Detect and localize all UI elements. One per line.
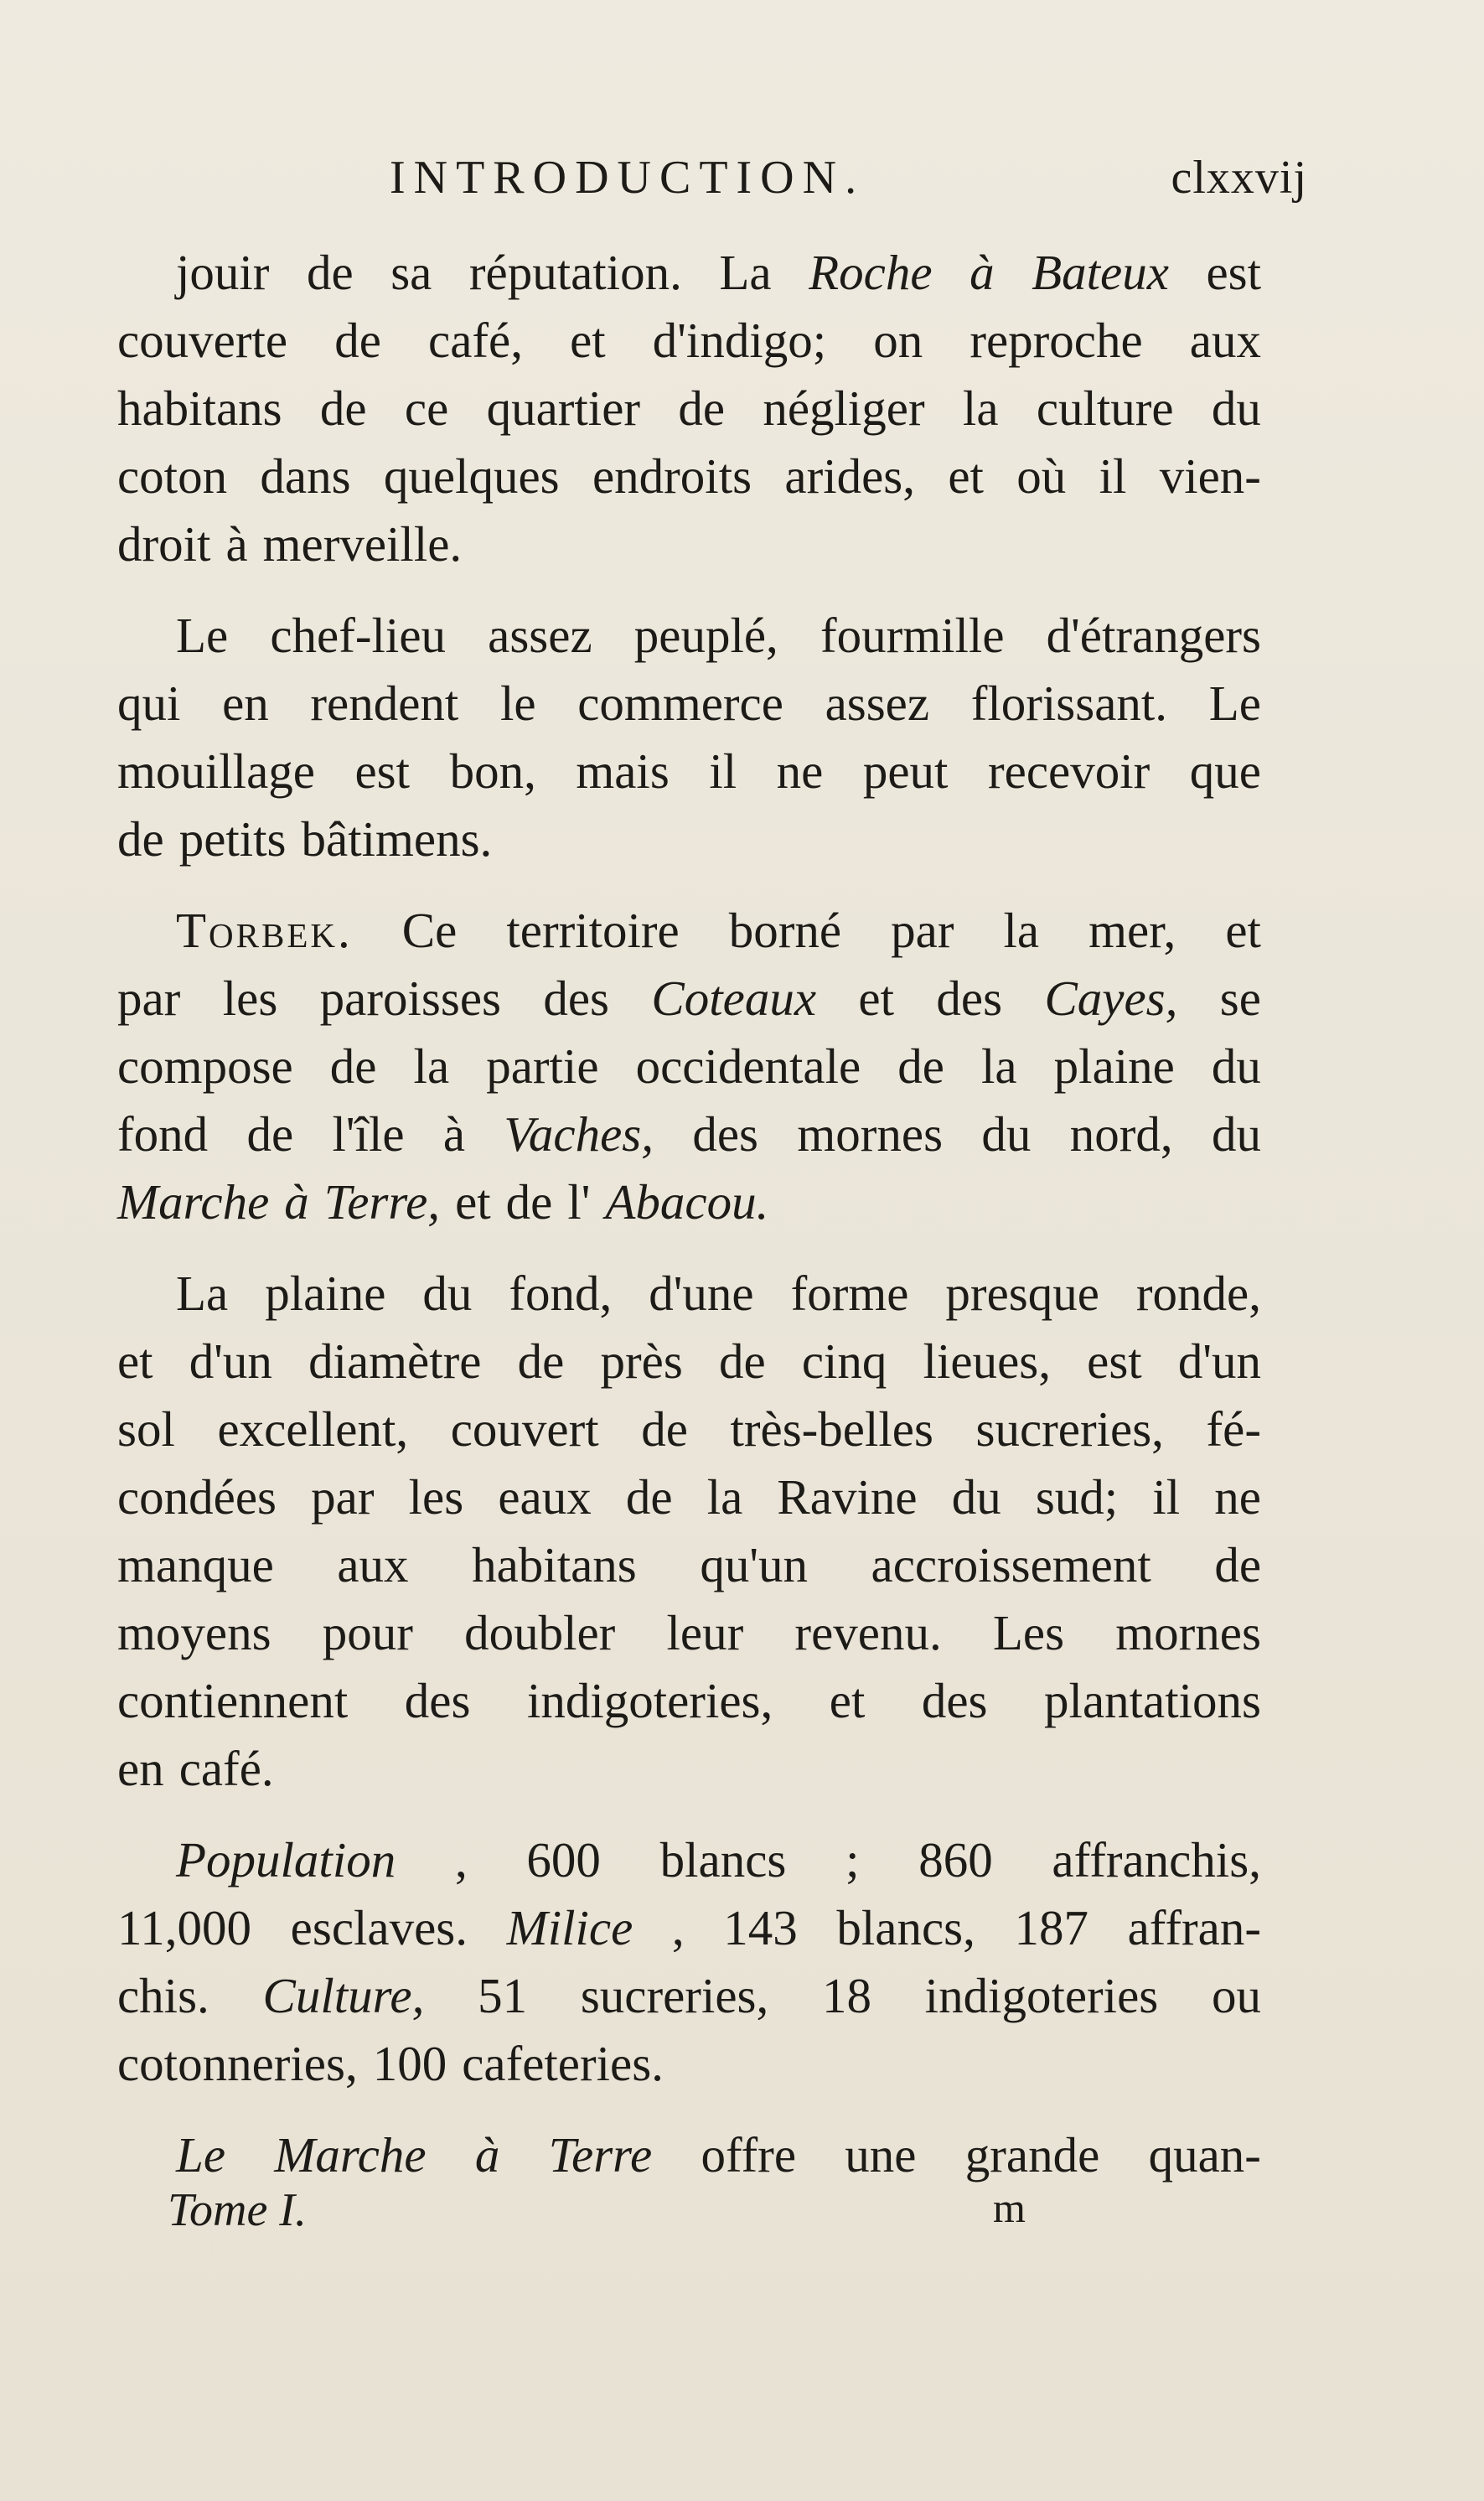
word: des <box>404 1673 471 1728</box>
text-line <box>117 1100 1261 1168</box>
text-line <box>117 805 1261 873</box>
text-line <box>117 375 1261 443</box>
word: ronde, <box>1135 1266 1261 1321</box>
text-line <box>117 1735 1261 1803</box>
text-line <box>117 2030 1261 2098</box>
text-line <box>117 1033 1261 1100</box>
word: aux <box>337 1537 409 1592</box>
word: sol <box>117 1401 175 1457</box>
word: 860 <box>918 1832 993 1887</box>
word: d'une <box>649 1266 754 1321</box>
word: doubler <box>464 1605 616 1660</box>
paragraph <box>117 602 1261 873</box>
word: d'un <box>1177 1333 1261 1389</box>
word: coton <box>117 448 228 504</box>
word: près <box>600 1333 683 1389</box>
word: mer, <box>1088 903 1176 958</box>
word: que <box>1189 743 1261 799</box>
word: 11,000 <box>117 1900 252 1955</box>
text-line <box>117 1395 1261 1463</box>
word: Roche <box>809 245 933 300</box>
word: mais <box>576 743 670 799</box>
word: fond <box>117 1106 209 1162</box>
word: les <box>408 1469 464 1525</box>
word: accroissement <box>871 1537 1151 1592</box>
word: forme <box>790 1266 909 1321</box>
word: lieues, <box>923 1333 1051 1389</box>
word: esclaves. <box>290 1900 468 1955</box>
word: en <box>117 1741 164 1796</box>
paragraph <box>117 1826 1261 2098</box>
word: Vaches, <box>504 1106 654 1162</box>
word: cotonneries, <box>117 2036 358 2091</box>
word: Ravine <box>777 1469 918 1525</box>
word: l'île <box>332 1106 405 1162</box>
word: les <box>222 971 278 1026</box>
word: cinq <box>801 1333 887 1389</box>
text-line <box>117 510 1261 578</box>
word: territoire <box>506 903 680 958</box>
word: qui <box>117 676 181 731</box>
paragraph <box>117 1260 1261 1803</box>
word: café. <box>178 1741 274 1796</box>
word: d'indigo; <box>652 313 827 368</box>
word: occidentale <box>635 1038 861 1094</box>
word: moyens <box>117 1605 271 1660</box>
word: 600 <box>526 1832 601 1887</box>
word: fé- <box>1206 1401 1261 1457</box>
word: du <box>1211 381 1261 436</box>
word: est <box>1206 245 1261 300</box>
word: du <box>422 1266 473 1321</box>
page-footer <box>168 2183 1274 2250</box>
word: manque <box>117 1537 274 1592</box>
running-title: INTRODUCTION. <box>390 152 866 204</box>
word: Bateux <box>1032 245 1169 300</box>
word: mornes <box>797 1106 944 1162</box>
word: à <box>225 516 248 572</box>
word: Abacou. <box>605 1174 769 1230</box>
word: excellent, <box>217 1401 409 1457</box>
text-line <box>117 1328 1261 1395</box>
word: blancs, <box>836 1900 975 1955</box>
word: plantations <box>1044 1673 1261 1728</box>
word: eaux <box>498 1469 592 1525</box>
word: reproche <box>970 313 1143 368</box>
word: 18 <box>821 1968 871 2023</box>
word: affranchis, <box>1052 1832 1261 1887</box>
text-line <box>117 1599 1261 1667</box>
word: borné <box>728 903 842 958</box>
word: d'étrangers <box>1046 608 1261 663</box>
word: de <box>306 245 354 300</box>
word: La <box>176 1266 229 1321</box>
word: assez <box>825 676 930 731</box>
word: des <box>936 971 1003 1026</box>
word: de <box>117 811 164 867</box>
word: et <box>570 313 606 368</box>
word: 51 <box>478 1968 528 2023</box>
word: Terre <box>548 2127 653 2183</box>
paragraph-gap <box>117 578 1261 602</box>
body-text <box>117 239 1261 2189</box>
word: cafeteries. <box>462 2036 664 2091</box>
word: peuplé, <box>633 608 778 663</box>
word: Cayes, <box>1044 971 1178 1026</box>
word: est <box>1087 1333 1142 1389</box>
word: et <box>1225 903 1261 958</box>
word: de <box>718 1333 766 1389</box>
word: culture <box>1036 381 1174 436</box>
word: chef-lieu <box>270 608 447 663</box>
word: droit <box>117 516 211 572</box>
text-line <box>117 2121 1261 2189</box>
word: de <box>641 1401 688 1457</box>
word: compose <box>117 1038 293 1094</box>
word: de <box>505 1174 553 1230</box>
word: contiennent <box>117 1673 349 1728</box>
word: la <box>706 1469 743 1525</box>
text-line <box>117 1962 1261 2030</box>
word: ce <box>404 381 449 436</box>
word: blancs <box>659 1832 787 1887</box>
word: partie <box>486 1038 599 1094</box>
word: des <box>921 1673 988 1728</box>
word: fond, <box>509 1266 613 1321</box>
text-line <box>117 1667 1261 1735</box>
word: 187 <box>1014 1900 1088 1955</box>
word: il <box>1152 1469 1181 1525</box>
word: de <box>625 1469 673 1525</box>
word: chis. <box>117 1968 209 2023</box>
word: et <box>117 1333 153 1389</box>
word: diamètre <box>308 1333 482 1389</box>
word: indigoteries, <box>526 1673 773 1728</box>
word: de <box>334 313 381 368</box>
word: réputation. <box>468 245 682 300</box>
text-line <box>117 239 1261 307</box>
word: par <box>891 903 954 958</box>
volume-label: Tome I. <box>168 2184 307 2236</box>
word: Le <box>1208 676 1261 731</box>
word: de <box>678 381 726 436</box>
word: une <box>845 2127 917 2183</box>
text-line <box>117 670 1261 738</box>
word: fourmille <box>820 608 1005 663</box>
word: nord, <box>1069 1106 1173 1162</box>
word: et <box>858 971 895 1026</box>
word: mouillage <box>117 743 315 799</box>
text-line <box>117 1826 1261 1894</box>
page-number: clxxvij <box>1171 152 1307 204</box>
word: se <box>1219 971 1261 1026</box>
word: paroisses <box>319 971 501 1026</box>
text-line <box>117 1531 1261 1599</box>
word: merveille. <box>262 516 463 572</box>
word: Culture, <box>262 1968 425 2023</box>
paragraph <box>117 897 1261 1236</box>
word: de <box>319 381 367 436</box>
text-line <box>117 443 1261 510</box>
text-line <box>117 965 1261 1033</box>
paragraph-gap <box>117 873 1261 897</box>
word: assez <box>488 608 592 663</box>
text-line <box>117 307 1261 375</box>
word: endroits <box>592 448 752 504</box>
word: de <box>897 1038 944 1094</box>
word: la <box>1003 903 1040 958</box>
word: négliger <box>763 381 925 436</box>
word: Le <box>176 2127 225 2183</box>
word: Marche <box>274 2127 427 2183</box>
word: bâtimens. <box>301 811 493 867</box>
word: Ce <box>401 903 458 958</box>
word: affran- <box>1127 1900 1261 1955</box>
word: ou <box>1211 1968 1261 2023</box>
word: d'un <box>189 1333 272 1389</box>
word: Milice <box>506 1900 633 1955</box>
paragraph-gap <box>117 1803 1261 1826</box>
word: est <box>354 743 411 799</box>
word: l' <box>567 1174 591 1230</box>
word: sucreries, <box>580 1968 769 2023</box>
word: , <box>671 1900 685 1955</box>
word: peut <box>862 743 949 799</box>
word: Marche <box>117 1174 270 1230</box>
word: ne <box>1214 1469 1261 1525</box>
word: et <box>829 1673 866 1728</box>
word: des <box>543 971 610 1026</box>
word: offre <box>701 2127 797 2183</box>
word: du <box>981 1106 1032 1162</box>
word: recevoir <box>987 743 1150 799</box>
word: du <box>1211 1038 1261 1094</box>
word: Coteaux <box>651 971 817 1026</box>
word: Les <box>992 1605 1065 1660</box>
word: à <box>284 1174 309 1230</box>
word: et <box>948 448 984 504</box>
word: de <box>246 1106 294 1162</box>
word: ne <box>776 743 824 799</box>
text-line <box>117 1894 1261 1962</box>
word: quan- <box>1148 2127 1261 2183</box>
word: presque <box>945 1266 1099 1321</box>
word: ; <box>845 1832 860 1887</box>
word: de <box>329 1038 377 1094</box>
page-header <box>117 151 1307 226</box>
word: aux <box>1189 313 1261 368</box>
word: jouir <box>176 245 270 300</box>
word: 143 <box>723 1900 798 1955</box>
word: revenu. <box>794 1605 942 1660</box>
word: et <box>455 1174 491 1230</box>
text-line <box>117 1260 1261 1328</box>
word: la <box>962 381 999 436</box>
word: sud; <box>1035 1469 1119 1525</box>
text-line <box>117 1463 1261 1531</box>
word: bon, <box>449 743 536 799</box>
word: 100 <box>372 2036 447 2091</box>
word: par <box>117 971 181 1026</box>
word: Torbek. <box>176 903 353 958</box>
text-line <box>117 1168 1261 1236</box>
paragraph-gap <box>117 2098 1261 2121</box>
word: du <box>951 1469 1001 1525</box>
paragraph <box>117 2121 1261 2189</box>
word: arides, <box>784 448 916 504</box>
word: il <box>709 743 737 799</box>
word: il <box>1099 448 1127 504</box>
word: où <box>1016 448 1067 504</box>
word: on <box>873 313 923 368</box>
word: très-belles <box>730 1401 933 1457</box>
word: indigoteries <box>924 1968 1159 2023</box>
word: habitans <box>472 1537 637 1592</box>
word: , <box>454 1832 468 1887</box>
word: par <box>311 1469 375 1525</box>
word: de <box>517 1333 565 1389</box>
word: de <box>1214 1537 1261 1592</box>
word: couvert <box>450 1401 599 1457</box>
word: habitans <box>117 381 282 436</box>
word: La <box>719 245 772 300</box>
text-line <box>117 602 1261 670</box>
paragraph <box>117 239 1261 578</box>
word: pour <box>322 1605 413 1660</box>
word: Le <box>176 608 229 663</box>
paragraph-gap <box>117 1236 1261 1260</box>
word: couverte <box>117 313 288 368</box>
word: plaine <box>265 1266 386 1321</box>
word: du <box>1211 1106 1261 1162</box>
text-line <box>117 897 1261 965</box>
word: qu'un <box>700 1537 808 1592</box>
word: sa <box>390 245 432 300</box>
word: à <box>970 245 995 300</box>
word: des <box>692 1106 758 1162</box>
word: Population <box>176 1832 396 1887</box>
word: vien- <box>1159 448 1261 504</box>
word: quelques <box>383 448 560 504</box>
word: le <box>499 676 536 731</box>
word: florissant. <box>970 676 1168 731</box>
word: en <box>222 676 269 731</box>
word: à <box>474 2127 500 2183</box>
word: dans <box>260 448 351 504</box>
word: la <box>981 1038 1017 1094</box>
signature-mark: m <box>993 2184 1026 2231</box>
word: plaine <box>1053 1038 1175 1094</box>
word: café, <box>428 313 523 368</box>
text-line <box>117 738 1261 805</box>
word: sucreries, <box>975 1401 1164 1457</box>
word: mornes <box>1115 1605 1261 1660</box>
word: à <box>442 1106 466 1162</box>
word: la <box>413 1038 450 1094</box>
word: quartier <box>486 381 641 436</box>
word: grande <box>964 2127 1100 2183</box>
word: Terre, <box>323 1174 441 1230</box>
word: petits <box>178 811 287 867</box>
word: condées <box>117 1469 277 1525</box>
word: rendent <box>310 676 459 731</box>
word: commerce <box>577 676 783 731</box>
word: leur <box>666 1605 744 1660</box>
